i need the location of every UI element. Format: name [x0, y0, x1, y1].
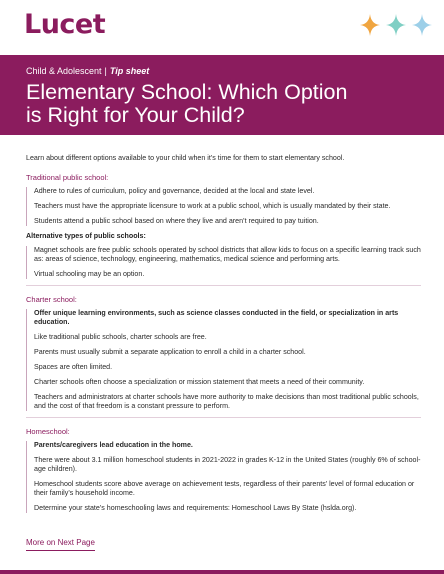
charter-lead: Offer unique learning environments, such as science classes conducted in the field, or specialization in arts education.	[34, 309, 399, 326]
list-item: Teachers must have the appropriate licensure to work at a public school, which is usually mandated by their state.	[34, 202, 391, 210]
decorative-stars	[360, 14, 432, 36]
teal-star-icon	[386, 14, 406, 36]
charter-points	[26, 309, 421, 411]
list-item: Determine your state’s homeschooling laws and requirements: Homeschool Laws By State (hslda.org).	[34, 504, 357, 512]
traditional-points	[26, 187, 421, 226]
alternative-points	[26, 246, 421, 279]
bottom-accent-bar	[0, 570, 444, 574]
doc-type-label: Tip sheet	[109, 66, 150, 76]
list-item: Teachers and administrators at charter schools have more authority to make decisions than most traditional public schools, and the cost of that freedom is a constant pressure to perform.	[34, 393, 419, 410]
main-content	[26, 154, 421, 519]
list-item: Charter schools often choose a specialization or mission statement that meets a need of their community.	[34, 378, 365, 386]
list-item: Like traditional public schools, charter schools are free.	[34, 333, 207, 341]
homeschool-heading: Homeschool:	[26, 427, 70, 436]
orange-star-icon	[360, 14, 380, 36]
lucet-logo: Lucet	[24, 9, 106, 40]
section-divider	[26, 417, 421, 418]
category-label: Child & Adolescent	[26, 66, 102, 76]
intro-text: Learn about different options available to your child when it’s time for them to start elementary school.	[26, 154, 345, 162]
homeschool-points	[26, 441, 421, 513]
light-blue-star-icon	[412, 14, 432, 36]
kicker-separator: |	[104, 66, 107, 76]
list-item: Virtual schooling may be an option.	[34, 270, 145, 278]
list-item: There were about 3.1 million homeschool students in 2021-2022 in grades K-12 in the United States (roughly 6% of school-age children).	[34, 456, 421, 473]
title-line-1: Elementary School: Which Option	[26, 80, 348, 104]
list-item: Students attend a public school based on where they live and aren’t required to pay tuition.	[34, 217, 319, 225]
page-title	[26, 81, 347, 127]
more-on-next-page-link[interactable]: More on Next Page	[26, 538, 95, 551]
traditional-heading: Traditional public school:	[26, 173, 109, 182]
charter-heading: Charter school:	[26, 295, 77, 304]
list-item: Homeschool students score above average on achievement tests, regardless of their parents’ level of formal education or their family’s household income.	[34, 480, 415, 497]
banner-kicker	[26, 66, 149, 76]
list-item: Adhere to rules of curriculum, policy and governance, decided at the local and state level.	[34, 187, 315, 195]
homeschool-lead: Parents/caregivers lead education in the home.	[34, 441, 193, 449]
section-divider	[26, 285, 421, 286]
list-item: Magnet schools are free public schools operated by school districts that allow kids to focus on a specific learning track such as: areas of science, technology, engineering, mathematics, medical science and performing arts.	[34, 246, 421, 263]
list-item: Parents must usually submit a separate application to enroll a child in a charter school.	[34, 348, 306, 356]
title-line-2: is Right for Your Child?	[26, 103, 245, 127]
alternative-heading: Alternative types of public schools:	[26, 232, 146, 240]
title-banner	[0, 55, 444, 135]
list-item: Spaces are often limited.	[34, 363, 113, 371]
